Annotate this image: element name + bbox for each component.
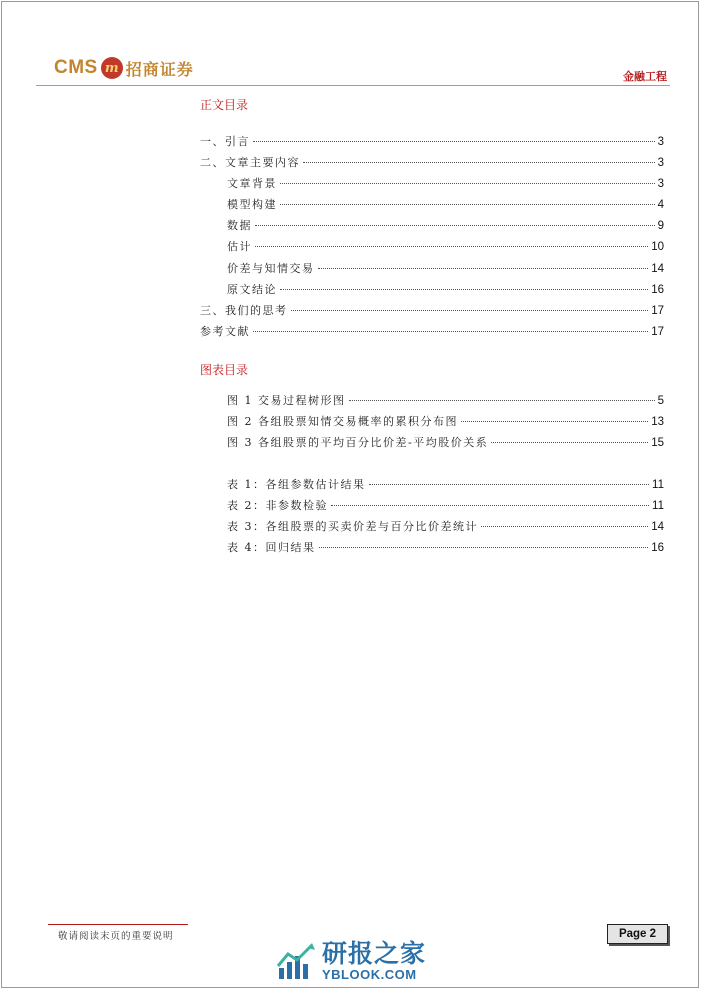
watermark-title: 研报之家 bbox=[322, 939, 427, 968]
bar-chart-icon bbox=[276, 940, 318, 982]
logo-latin: CMS bbox=[54, 57, 98, 78]
figure-entry[interactable]: 图 1 交易过程树形图 5 bbox=[227, 394, 664, 407]
table-entry[interactable]: 表 2：非参数检验 11 bbox=[227, 499, 664, 513]
header-divider bbox=[36, 85, 670, 86]
company-logo bbox=[54, 55, 194, 81]
toc-entry[interactable]: 三、我们的思考 17 bbox=[200, 303, 664, 317]
figure-entry[interactable]: 图 2 各组股票知情交易概率的累积分布图 13 bbox=[227, 415, 664, 429]
table-list bbox=[227, 474, 664, 558]
toc-entry[interactable]: 价差与知情交易 14 bbox=[227, 261, 664, 275]
toc-entry[interactable]: 参考文献 17 bbox=[200, 324, 664, 338]
toc-entry[interactable]: 数据 9 bbox=[227, 219, 664, 233]
toc-entry[interactable]: 一、引言 3 bbox=[200, 135, 664, 148]
toc-list bbox=[200, 131, 664, 342]
toc-title: 正文目录 bbox=[200, 98, 249, 112]
toc-entry[interactable]: 估计 10 bbox=[227, 240, 664, 254]
toc-entry[interactable]: 模型构建 4 bbox=[227, 198, 664, 212]
figure-list bbox=[227, 390, 664, 453]
watermark-url: YBLOOK.COM bbox=[322, 967, 417, 982]
report-category: 金融工程 bbox=[623, 70, 667, 83]
watermark bbox=[276, 940, 426, 982]
figure-entry[interactable]: 图 3 各组股票的平均百分比价差-平均股价关系 15 bbox=[227, 436, 664, 450]
toc-entry[interactable]: 二、文章主要内容 3 bbox=[200, 156, 664, 170]
table-entry[interactable]: 表 4：回归结果 16 bbox=[227, 541, 664, 555]
page-number-badge: Page 2 bbox=[607, 924, 668, 944]
figures-title: 图表目录 bbox=[200, 363, 249, 377]
disclaimer-note: 敬请阅读末页的重要说明 bbox=[58, 931, 174, 942]
footer-divider bbox=[48, 924, 188, 925]
toc-entry[interactable]: 文章背景 3 bbox=[227, 177, 664, 191]
table-entry[interactable]: 表 1：各组参数估计结果 11 bbox=[227, 478, 664, 491]
toc-entry[interactable]: 原文结论 16 bbox=[227, 282, 664, 296]
logo-chinese: 招商证券 bbox=[125, 59, 194, 79]
table-entry[interactable]: 表 3：各组股票的买卖价差与百分比价差统计 14 bbox=[227, 520, 664, 534]
logo-emblem-icon: m bbox=[101, 57, 123, 79]
